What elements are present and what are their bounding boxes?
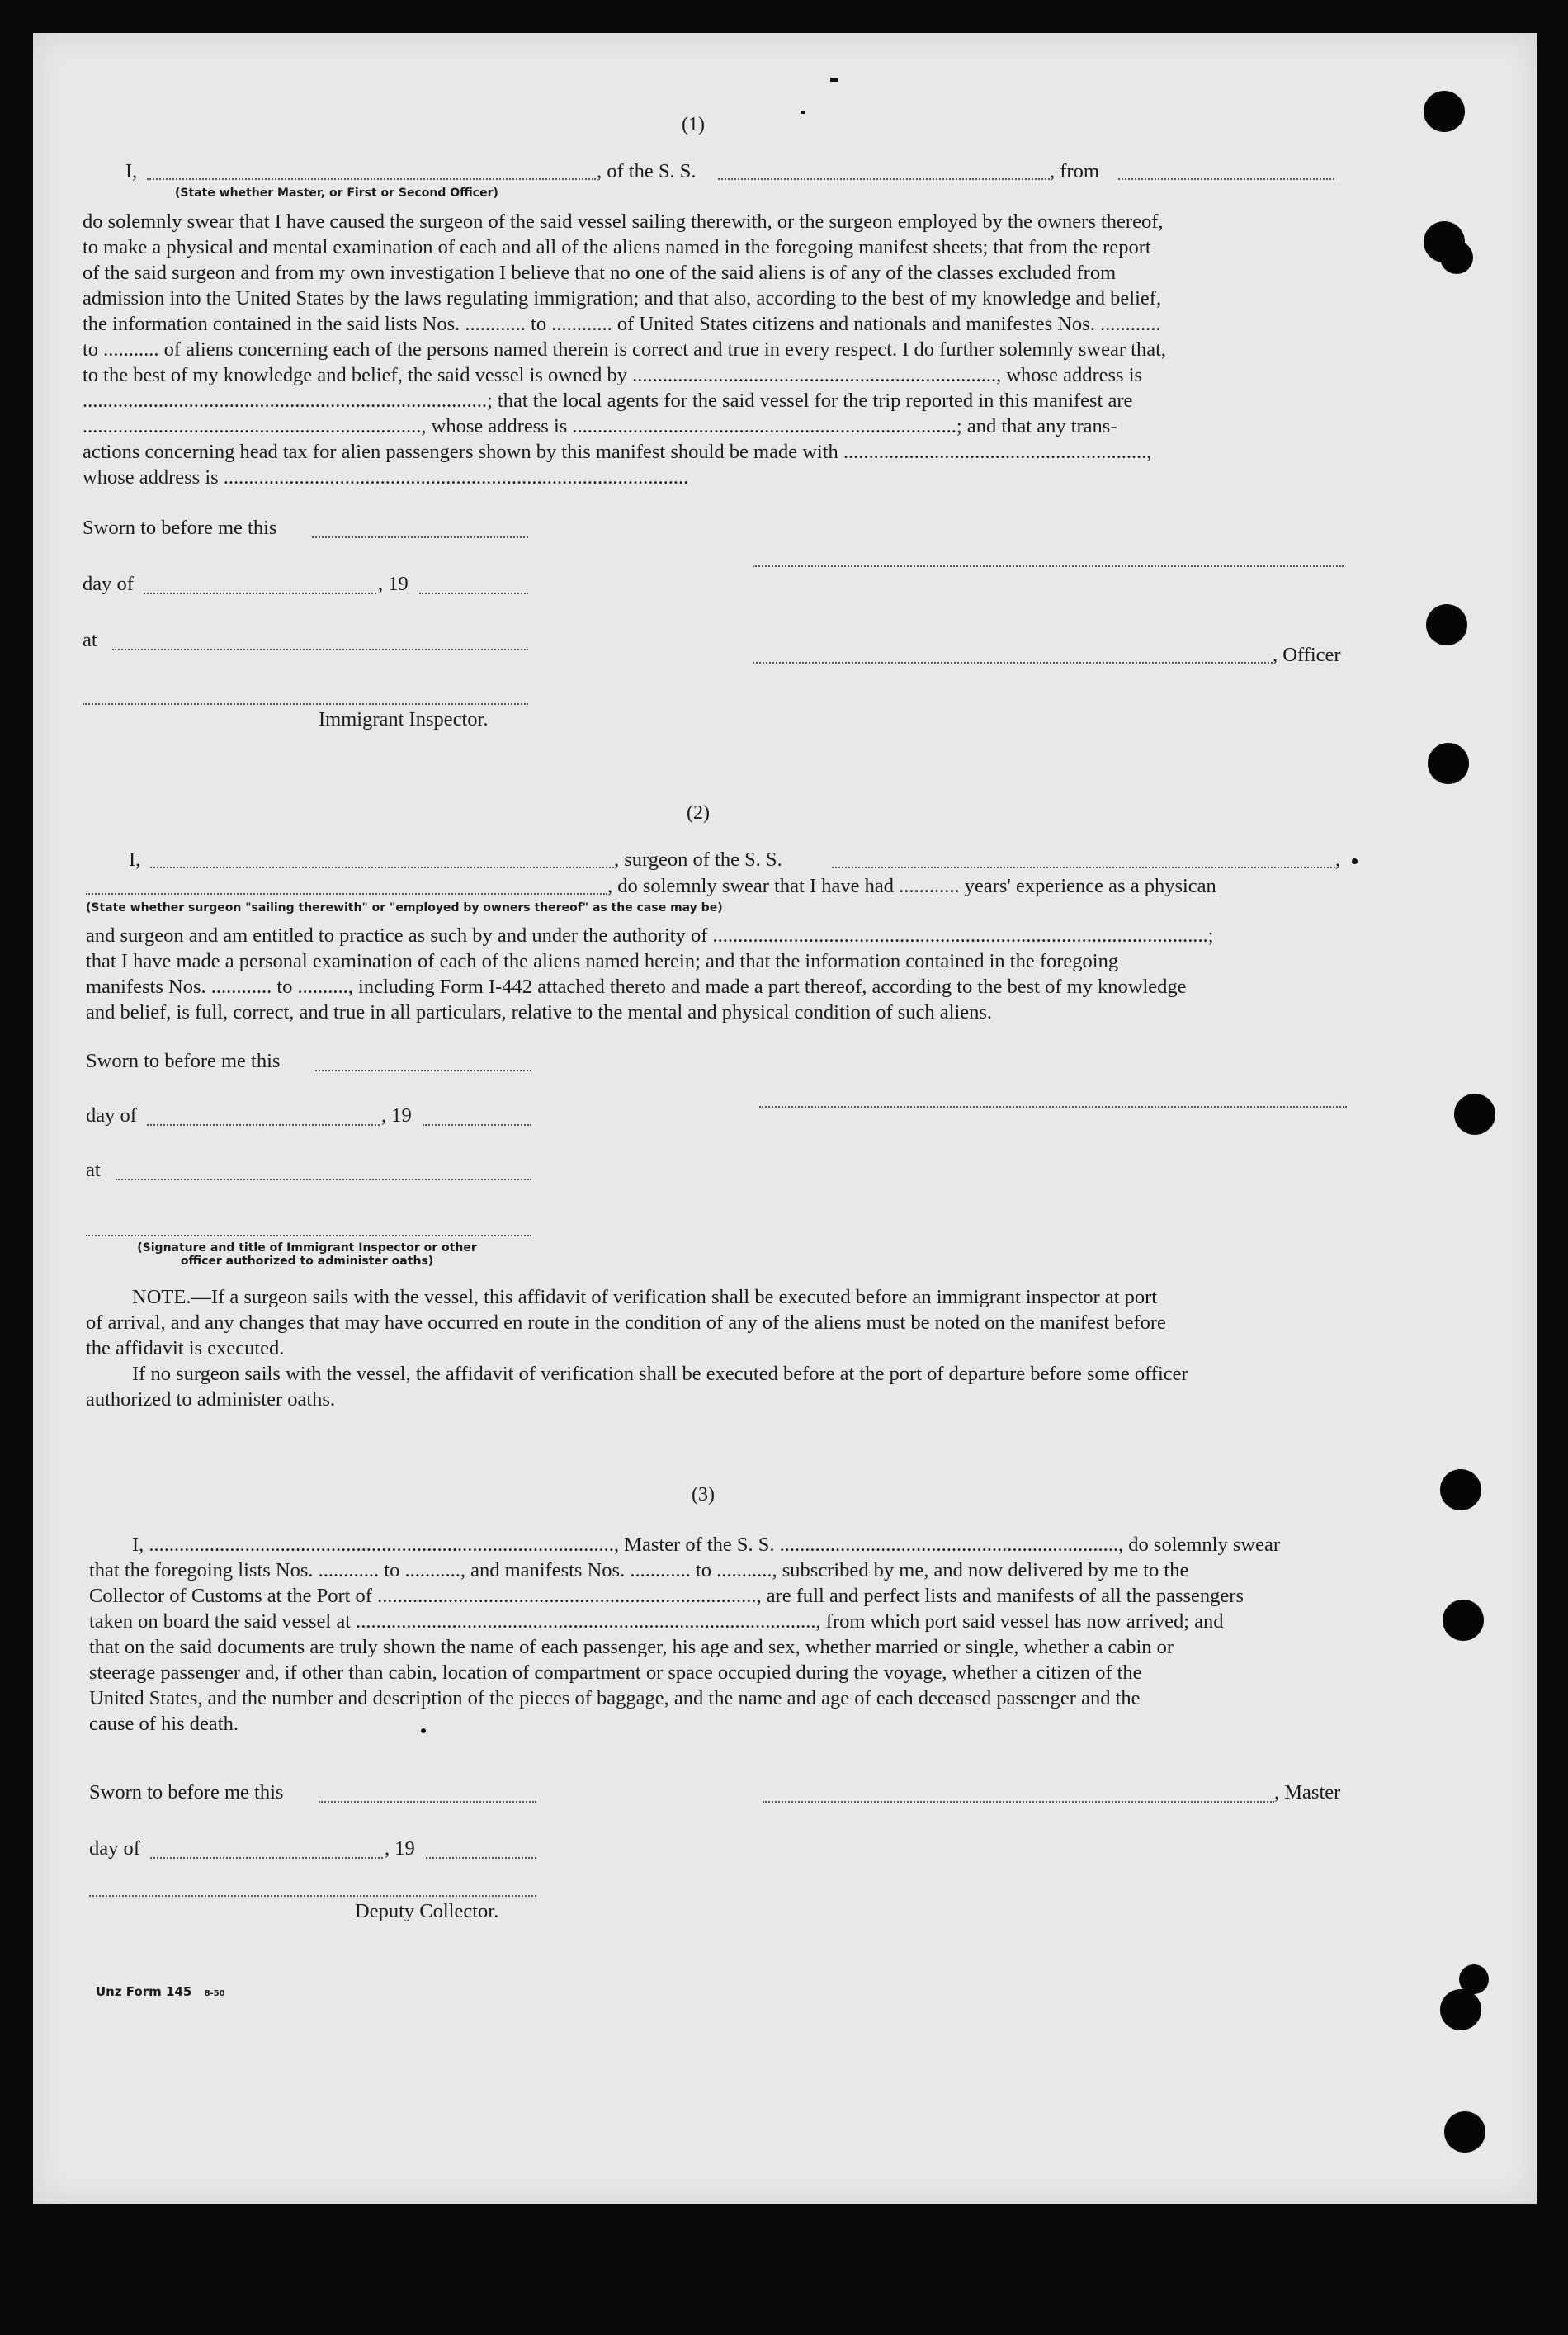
section-2-label: (2) <box>687 802 710 824</box>
year-field[interactable] <box>419 593 528 594</box>
ink-speck <box>1352 858 1358 864</box>
year-label: , 19 <box>378 573 409 595</box>
punch-hole <box>1440 241 1473 274</box>
section-3-label: (3) <box>692 1484 715 1505</box>
at-place-field[interactable] <box>116 1179 531 1180</box>
of-ss-label: , of the S. S. <box>597 160 697 182</box>
punch-hole <box>1443 1600 1484 1641</box>
year-label: , 19 <box>381 1104 412 1127</box>
day-of-label: day of <box>86 1104 137 1127</box>
section-1-caption: (State whether Master, or First or Second Officer) <box>175 187 498 200</box>
month-field[interactable] <box>144 593 376 594</box>
ink-speck <box>421 1728 426 1733</box>
sworn-date-field[interactable] <box>315 1070 531 1071</box>
punch-hole <box>1428 743 1469 784</box>
at-label: at <box>83 629 97 651</box>
officer-signature-field[interactable] <box>753 565 1344 567</box>
day-of-label: day of <box>83 573 134 595</box>
form-number: Unz Form 145 8-50 <box>96 1984 225 1999</box>
sworn-label: Sworn to before me this <box>83 517 277 539</box>
vessel-name-field[interactable] <box>718 178 1050 180</box>
punch-hole <box>1459 1964 1489 1994</box>
month-field[interactable] <box>150 1857 383 1859</box>
sworn-label: Sworn to before me this <box>89 1781 284 1803</box>
surgeon-vessel-field[interactable] <box>832 867 1335 868</box>
punch-hole <box>1424 91 1465 132</box>
origin-port-field[interactable] <box>1118 178 1334 180</box>
signature-caption: (Signature and title of Immigrant Inspector or other officer authorized to administer oaths) <box>137 1241 477 1268</box>
surgeon-type-field[interactable] <box>86 893 607 895</box>
comma: , <box>1335 848 1341 871</box>
year-field[interactable] <box>426 1857 536 1859</box>
collector-label: Deputy Collector. <box>355 1900 499 1922</box>
ink-speck <box>801 111 805 114</box>
section-2-caption: (State whether surgeon "sailing therewith" or "employed by owners thereof" as the case may be) <box>86 901 723 915</box>
punch-hole <box>1444 2111 1485 2153</box>
officer-label: , Officer <box>1273 644 1341 666</box>
sworn-label: Sworn to before me this <box>86 1050 281 1072</box>
year-field[interactable] <box>423 1124 531 1126</box>
sworn-date-field[interactable] <box>312 536 528 538</box>
master-signature-field[interactable] <box>763 1801 1274 1803</box>
at-place-field[interactable] <box>112 649 528 650</box>
section-1-body: do solemnly swear that I have caused the surgeon of the said vessel sailing therewith, or the surgeon employed by the owners thereof, to make a physical and mental examination of each and all of the aliens named in the foregoing manifest sheets; that from the report of the said surgeon and from my own investigation I believe that no one of the said aliens is of any of the classes excluded from admission into the United States by the laws regulating immigration; and that also, according to the best of my knowledge and belief, the information contained in the said lists Nos. ............ to ............ of United States citizens and nationals and manifestes Nos. ............ to ........... of aliens concerning each of the persons named therein is correct and true in every respect. I do further solemnly swear that, to the best of my knowledge and belief, the said vessel is owned by ........................................................................, whose address is ................................................................................; that the local agents for the said vessel for the trip reported in this manifest are ..................................................................., whose address is ............................................................................; and that any trans- actions concerning head tax for alien passengers shown by this manifest should be made with ............................................................, whose address is ............................................................................................ <box>83 210 1166 489</box>
section-2-line2: , do solemnly swear that I have had ............ years' experience as a physican <box>607 875 1216 897</box>
authorized-officer-signature-field[interactable] <box>86 1235 531 1236</box>
punch-hole <box>1440 1469 1481 1510</box>
officer-name-field[interactable] <box>753 662 1273 664</box>
month-field[interactable] <box>147 1124 380 1126</box>
sworn-date-field[interactable] <box>319 1801 536 1803</box>
section-2-body: and surgeon and am entitled to practice as such by and under the authority of ..................................................................................................; that I have made a personal examination of each of the aliens named herein; and that the information contained in the foregoing manifests Nos. ............ to .........., including Form I-442 attached thereto and made a part thereof, according to the best of my knowledge and belief, is full, correct, and true in all particulars, relative to the mental and physical condition of such aliens. <box>86 924 1214 1023</box>
surgeon-name-field[interactable] <box>150 867 614 868</box>
day-of-label: day of <box>89 1837 140 1860</box>
punch-hole <box>1454 1094 1495 1135</box>
ink-speck <box>830 78 838 82</box>
section-3-body: I, ............................................................................................, Master of the S. S. ..................................................................., do solemnly swear that the foregoing lists Nos. ............ to ..........., and manifests Nos. ............ to ..........., subscribed by me, and now delivered by me to the Collector of Customs at the Port of ..........................................................................., are full and perfect lists and manifests of all the passengers taken on board the said vessel at ..........................................................................................., from which port said vessel has now arrived; and that on the said documents are truly shown the name of each passenger, his age and sex, whether married or single, whether a cabin or steerage passenger and, if other than cabin, location of compartment or space occupied during the voyage, whether a citizen of the United States, and the number and description of the pieces of baggage, and the name and age of each deceased passenger and the cause of his death. <box>89 1534 1280 1735</box>
section-2-note: NOTE.—If a surgeon sails with the vessel, this affidavit of verification shall be executed before an immigrant inspector at port of arrival, and any changes that may have occurred en route in the condition of any of the aliens must be noted on the manifest before the affidavit is executed. If no surgeon sails with the vessel, the affidavit of verification shall be executed before at the port of departure before some officer authorized to administer oaths. <box>86 1286 1188 1411</box>
punch-hole <box>1440 1989 1481 2030</box>
form-page <box>33 33 1537 2204</box>
section-2-line1: I, <box>129 848 141 871</box>
year-label: , 19 <box>385 1837 415 1860</box>
surgeon-of-ss-label: , surgeon of the S. S. <box>614 848 782 871</box>
surgeon-signature-field[interactable] <box>759 1106 1347 1108</box>
section-1-line1: I, <box>125 160 138 182</box>
inspector-label: Immigrant Inspector. <box>319 708 489 730</box>
master-label: , Master <box>1274 1781 1341 1803</box>
inspector-signature-field[interactable] <box>83 703 528 705</box>
master-name-field[interactable] <box>147 178 596 180</box>
from-label: , from <box>1050 160 1099 182</box>
collector-signature-field[interactable] <box>89 1895 536 1897</box>
punch-hole <box>1426 604 1467 645</box>
section-1-label: (1) <box>682 114 705 135</box>
at-label: at <box>86 1159 101 1181</box>
